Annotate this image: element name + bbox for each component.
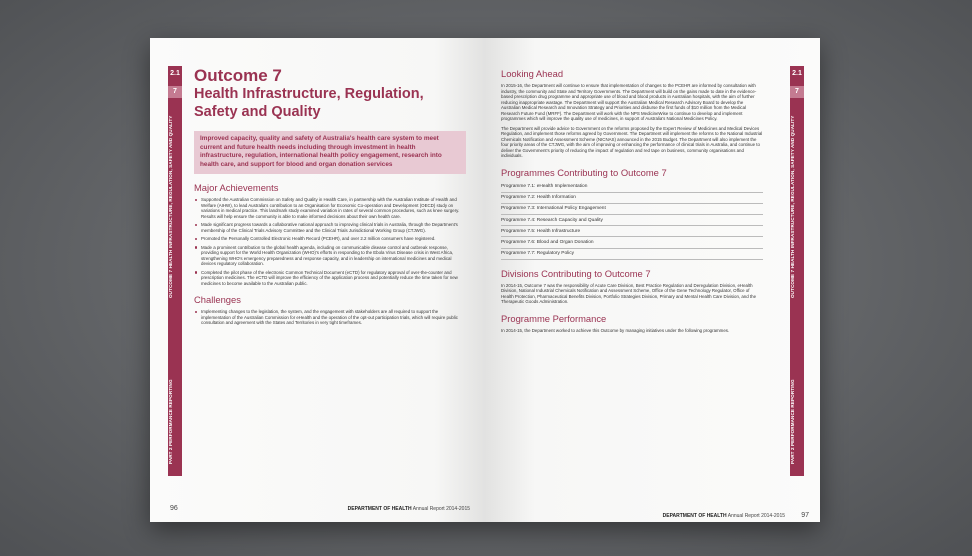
left-content [194, 66, 466, 329]
outcome-statement-callout: Improved capacity, quality and safety of Australia's health care system to meet current and future health needs including through investment in health infrastructure, regulation, international health policy engagement, research into health care, and support for blood and organ donation services [194, 131, 466, 174]
programmes-list [501, 182, 763, 260]
list-item: Made significant progress towards a collaborative national approach to improving clinical trials in Australia, through the Department's membership of the Clinical Trials Advisory Committee and the Clinical Trials Jurisdictional Working Group (CTJWG). [201, 222, 466, 233]
right-page [485, 38, 820, 522]
tab-part-number: 2.1 [170, 70, 180, 77]
page-number-right: 97 [801, 512, 809, 519]
section-tab-right [790, 66, 804, 476]
list-item: Completed the pilot phase of the electronic Common Technical Document (eCTD) for regulatory approval of over-the-counter and prescription medicines. The eCTD will improve the efficiency of the application process and potentially reduce the time taken for new medicines to become available to the Australian public. [201, 270, 466, 287]
left-page [150, 38, 485, 522]
challenges-heading: Challenges [194, 294, 241, 306]
outcome-name: Health Infrastructure, Regulation, Safety and Quality [194, 86, 424, 120]
challenges-list [194, 309, 466, 326]
footer-dept: DEPARTMENT OF HEALTH [347, 506, 412, 512]
footer-title-right [663, 513, 785, 519]
performance-paragraph: In 2014-15, the Department worked to achieve this Outcome by managing initiatives under the following programmes. [501, 327, 730, 333]
list-item: Made a prominent contribution to the global health agenda, including on communicable disease control and outbreak response, providing support for the World Health Organization (WHO)'s efforts in responding to the Ebola Virus Disease crisis in West Africa, strengthening WHO's emergency preparedness and response capacity, and in leadership on international medicines and medical devices regulatory collaboration. [201, 245, 466, 267]
programmes-heading: Programmes Contributing to Outcome 7 [501, 166, 667, 178]
list-item: Implementing changes to the legislation, the system, and the engagement with stakeholders are all required to support the implementation of the Australian Commission for eHealth and the operation of the opt-out participation trials, which will require public consultation and agreement with the States and Territories in very tight timeframes. [201, 309, 466, 326]
left-footer [170, 505, 470, 512]
tab-outcome-number: 7 [168, 86, 182, 98]
tab-part-label: PART 2 PERFORMANCE REPORTING [790, 379, 795, 464]
divisions-heading: Divisions Contributing to Outcome 7 [501, 267, 651, 279]
looking-ahead-paragraph: In 2015-16, the Department will continue to ensure that implementation of changes to the PCEHR are informed by consultation with industry, the community and State and Territory Governments. The Department will build on the gains made to date in the evidence-based prescription drug programme and appropriate use of blood and blood products in Australian hospitals, with the aim of further reducing inappropriate wastage. The Department will support the Australian Medical Research Advisory Board to develop the Australian Medical Research and Innovation Strategy and Priorities and disburse the first funds of $10 million from the Medical Research Future Fund (MRFF). The Department will work with the NPS MedicineWise to continue to develop and implement programmes which will improve the quality use of medicines, in support of Australia's National Medicines Policy. [501, 83, 757, 121]
footer-report: Annual Report 2014-2015 [412, 506, 470, 512]
page-number-left: 96 [170, 505, 178, 512]
programme-item: Programme 7.2: Health Information [501, 193, 763, 204]
outcome-title: Outcome 7 [194, 66, 282, 85]
programme-item: Programme 7.4: Research Capacity and Quality [501, 215, 763, 226]
programme-item: Programme 7.6: Blood and Organ Donation [501, 237, 763, 248]
programme-item: Programme 7.5: Health Infrastructure [501, 226, 763, 237]
section-tab-left [168, 66, 182, 476]
list-item: Supported the Australian Commission on Safety and Quality in Health Care, in partnership with the Australian Institute of Health and Welfare (AIHW), to lead Australia's contribution to an Organisation for Economic Co-operation and Development (OECD) study on variations in medical practice. This landmark study examined variation in rates of several common procedures, such as knee surgery. Results will help ensure the community is able to make informed decisions about their own health care. [201, 197, 466, 219]
footer-report: Annual Report 2014-2015 [727, 513, 785, 519]
right-content [501, 68, 763, 337]
programme-item: Programme 7.7: Regulatory Policy [501, 249, 763, 260]
tab-outcome-label: OUTCOME 7 HEALTH INFRASTRUCTURE, REGULATION, SAFETY AND QUALITY [168, 115, 173, 298]
programme-item: Programme 7.1: eHealth Implementation [501, 182, 763, 193]
tab-outcome-number: 7 [790, 86, 804, 98]
looking-ahead-heading: Looking Ahead [501, 68, 564, 79]
performance-heading: Programme Performance [501, 312, 607, 324]
footer-dept: DEPARTMENT OF HEALTH [662, 513, 727, 519]
tab-part-label: PART 2 PERFORMANCE REPORTING [168, 379, 173, 464]
tab-part-number: 2.1 [792, 70, 802, 77]
divisions-paragraph: In 2014-15, Outcome 7 was the responsibility of Acute Care Division, Best Practice Regulation and Deregulation Division, eHealth Division, National Industrial Chemicals Notification and Assessment Scheme, Office of the Gene Technology Regulator, Office of Health Protection, Pharmaceutical Benefits Division, Portfolio Strategies Division, Primary and Mental Health Care Division, and the Therapeutic Goods Administration. [501, 282, 757, 305]
programme-item: Programme 7.3: International Policy Engagement [501, 204, 763, 215]
open-report-spread [150, 38, 820, 522]
achievements-list [194, 197, 466, 286]
tab-outcome-label: OUTCOME 7 HEALTH INFRASTRUCTURE, REGULATION, SAFETY AND QUALITY [790, 115, 795, 298]
list-item: Promoted the Personally Controlled Electronic Health Record (PCEHR), and over 2.2 million consumers have registered. [201, 236, 466, 242]
footer-title-left [348, 506, 470, 512]
major-achievements-heading: Major Achievements [194, 182, 279, 194]
looking-ahead-paragraph: The Department will provide advice to Government on the reforms proposed by the Expert Review of Medicines and Medical Devices Regulation, and implement those reforms agreed by Government. The Department will implement the reforms to the National Industrial Chemicals Notification and Assessment Scheme (NICNAS) announced in the 2015 Budget. The Department will also implement the four priority areas of the CTJWG, with the aim of improving or enhancing the performance of clinical trials in Australia, and continue to deliver the Government's priority of reducing the impact of regulation and red tape on business, community organisations and individuals. [501, 125, 763, 158]
